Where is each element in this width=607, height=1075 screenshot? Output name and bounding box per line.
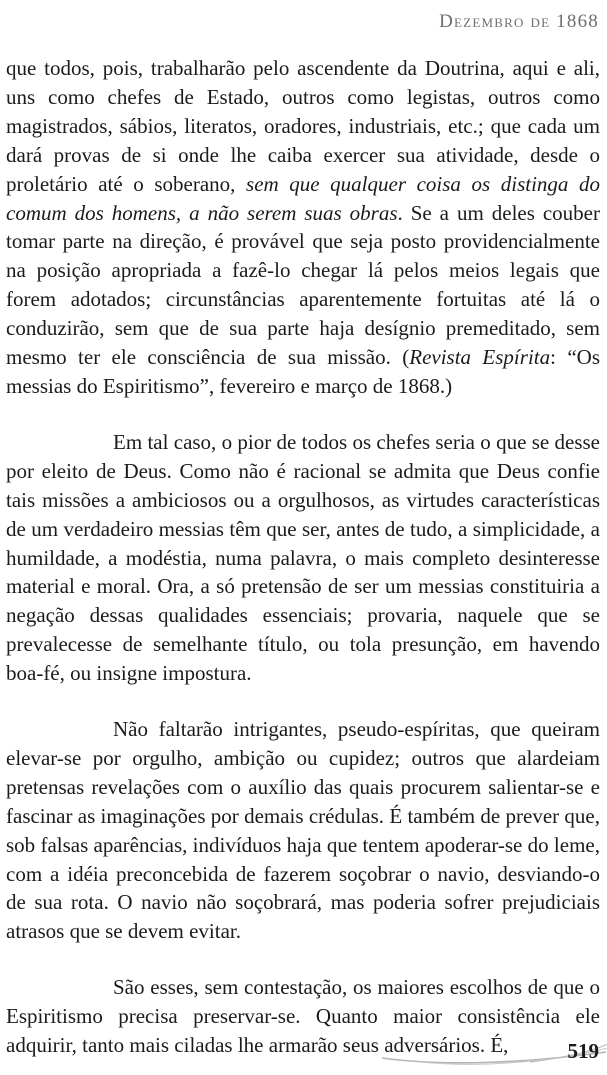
running-header: Dezembro de 1868 — [439, 11, 599, 32]
paragraph-1-text-c: : “Os messias do Espiritismo”, fevereiro e março de 1868.) — [6, 345, 600, 398]
paragraph-1-text-a: que todos, pois, trabalharão pelo ascendente da Doutrina, aqui e ali, uns como chefes de Estado, outros como legistas, outros como magistrados, sábios, literatos, oradores, industriais, etc.; que cada um dará provas de si onde lhe caiba exercer sua atividade, desde o proletário até o soberano, — [6, 56, 600, 196]
paragraph-1 — [6, 54, 600, 401]
page-number: 519 — [567, 1039, 599, 1063]
page-body — [6, 54, 600, 1060]
paragraph-2: Em tal caso, o pior de todos os chefes seria o que se desse por eleito de Deus. Como não é racional se admita que Deus confie tais missões a ambiciosos ou a orgulhosos, as virtudes características de um verdadeiro messias têm que ser, antes de tudo, a simplicidade, a humildade, a modéstia, numa palavra, o mais completo desinteresse material e moral. Ora, a só pretensão de ser um messias constituiria a negação dessas qualidades essenciais; provaria, naquele que se prevalecesse de semelhante título, ou tola presunção, em havendo boa-fé, ou insigne impostura. — [6, 429, 600, 686]
paragraph-1-emphasis: sem que qualquer coisa os distinga do comum dos homens, a não serem suas obras — [6, 171, 601, 225]
paragraph-1-text-b: . Se a um deles couber tomar parte na direção, é provável que seja posto providencialmente na posição apropriada a fazê-lo chegar lá pelos meios legais que forem adotados; circunstâncias aparentemente fortuitas até lá o conduzirão, sem que de sua parte haja desígnio premeditado, sem mesmo ter ele consciência de sua missão. ( — [6, 200, 600, 370]
paragraph-4: São esses, sem contestação, os maiores escolhos de que o Espiritismo precisa preservar-se. Quanto maior consistência ele adquirir, tanto mais ciladas lhe armarão seus adversários. É, — [6, 975, 600, 1058]
citation-title: Revista Espírita — [409, 345, 551, 370]
paragraph-3: Não faltarão intrigantes, pseudo-espíritas, que queiram elevar-se por orgulho, ambição ou cupidez; outros que alardeiam pretensas revelações com o auxílio das quais procurem salientar-se e fascinar as imaginações por demais crédulas. É também de prever que, sob falsas aparências, indivíduos haja que tentem apoderar-se do leme, com a idéia preconcebida de fazerem soçobrar o navio, desviando-o de sua rota. O navio não soçobrará, mas poderia sofrer prejudiciais atrasos que se devem evitar. — [6, 717, 600, 944]
